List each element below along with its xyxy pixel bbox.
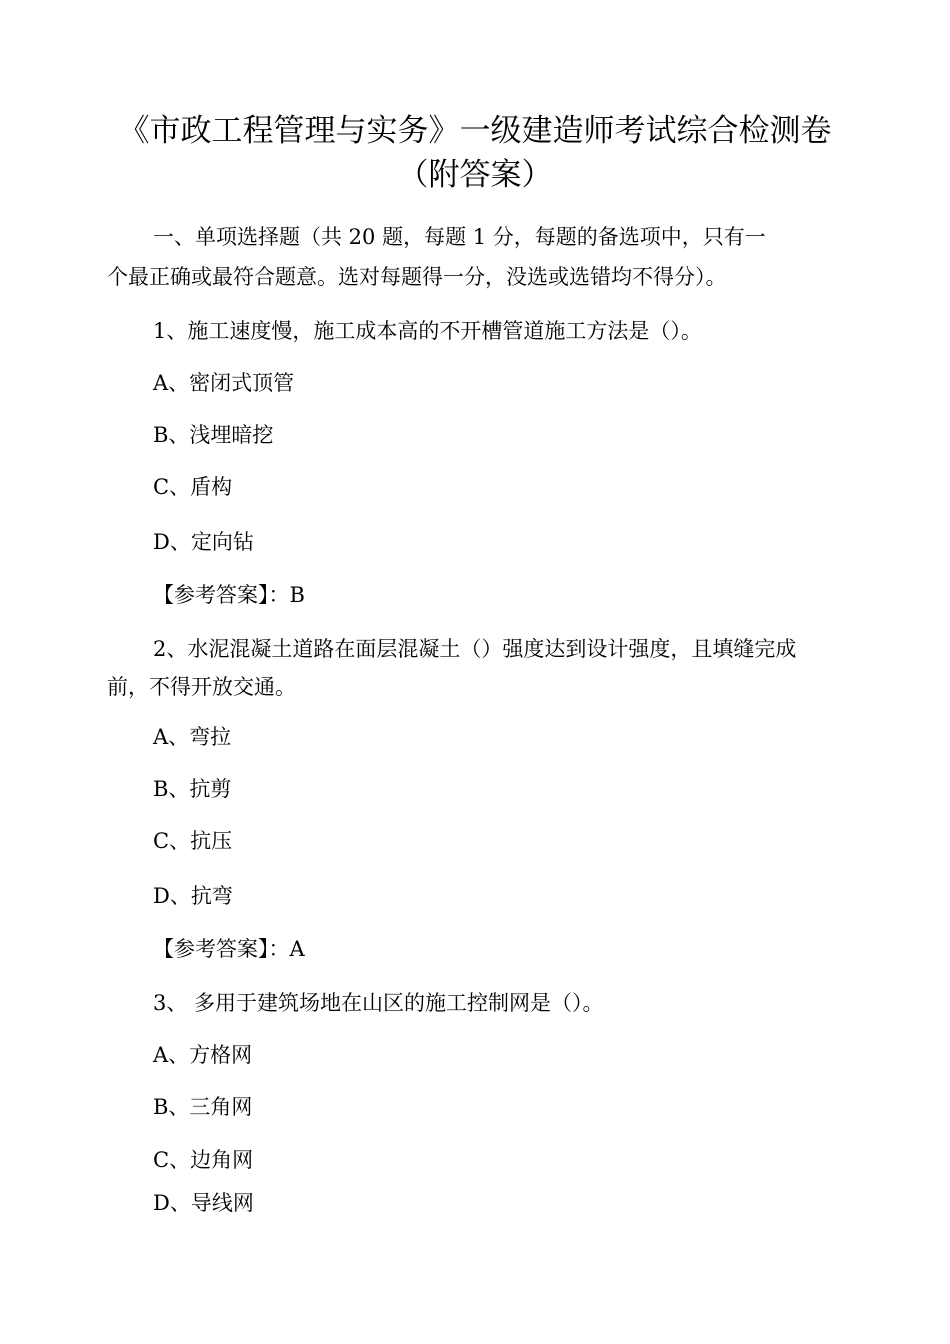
section-intro-line2: 个最正确或最符合题意。选对每题得一分，没选或选错均不得分）。 bbox=[107, 265, 727, 289]
question-3-stem: 3、 多用于建筑场地在山区的施工控制网是（）。 bbox=[153, 991, 604, 1015]
document-title-line2: （附答案） bbox=[397, 157, 553, 193]
question-2-stem-line1: 2、水泥混凝土道路在面层混凝土（）强度达到设计强度，且填缝完成 bbox=[153, 637, 797, 661]
question-3-option-b: B、三角网 bbox=[153, 1095, 253, 1119]
question-3-option-a: A、方格网 bbox=[153, 1043, 253, 1067]
question-3-option-d: D、导线网 bbox=[153, 1191, 254, 1215]
question-1-option-c: C、盾构 bbox=[153, 475, 233, 499]
question-3-option-c: C、边角网 bbox=[153, 1148, 254, 1172]
question-2-option-b: B、抗剪 bbox=[153, 777, 232, 801]
question-1-option-b: B、浅埋暗挖 bbox=[153, 423, 274, 447]
question-1-stem: 1、施工速度慢，施工成本高的不开槽管道施工方法是（）。 bbox=[153, 319, 702, 343]
question-2-option-d: D、抗弯 bbox=[153, 884, 233, 908]
question-1-answer: 【参考答案】：B bbox=[153, 583, 305, 607]
question-2-option-a: A、弯拉 bbox=[153, 725, 232, 749]
section-intro-line1: 一、单项选择题（共 20 题，每题 1 分，每题的备选项中，只有一 bbox=[153, 225, 766, 249]
question-1-option-a: A、密闭式顶管 bbox=[153, 371, 295, 395]
question-1-option-d: D、定向钻 bbox=[153, 530, 254, 554]
question-2-stem-line2: 前，不得开放交通。 bbox=[107, 675, 296, 699]
question-2-option-c: C、抗压 bbox=[153, 829, 233, 853]
question-2-answer: 【参考答案】：A bbox=[153, 937, 305, 961]
document-title-line1: 《市政工程管理与实务》一级建造师考试综合检测卷 bbox=[118, 113, 832, 149]
